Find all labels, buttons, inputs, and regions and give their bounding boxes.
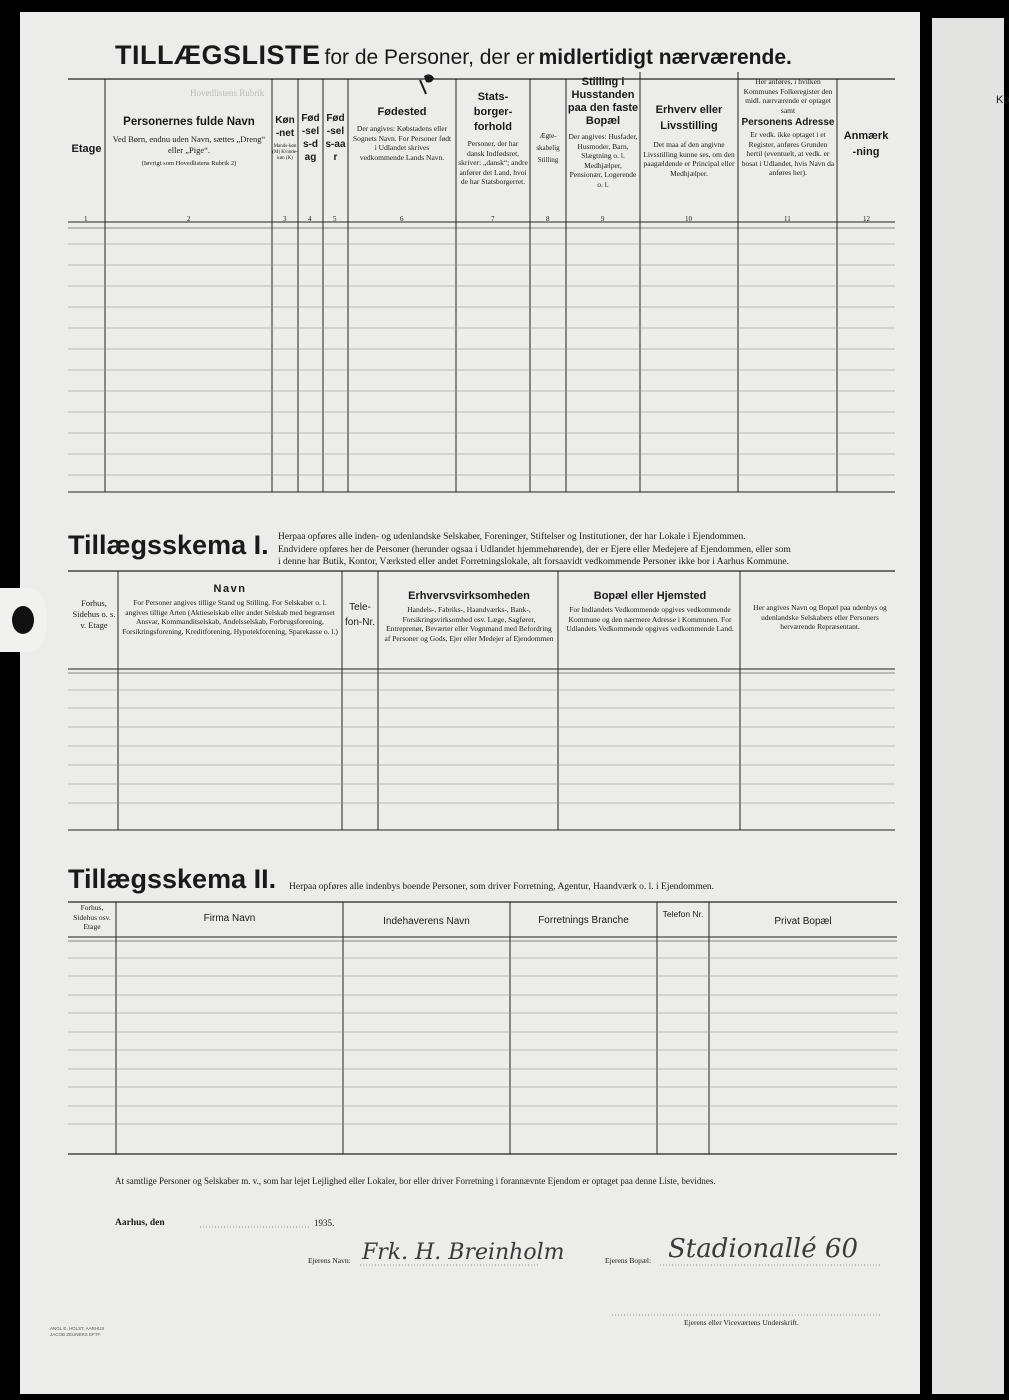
col-adresse-pre: Her anføres, i hvilken Kommunes Folkeregister den midl. nærværende er optaget samt [743, 77, 833, 115]
col-stilling-title: Stilling i Husstanden paa den faste Bopæl [567, 76, 639, 127]
skema1-col-navn-desc: For Personer angives tillige Stand og Stilling. For Selskaber o. l. angives tillige Arten (Aktieselskab eller andet Selskab med begrænset Ansvar, Kommanditselskab, Andelsselskab, Forbrugsforening, Forsikringsforening, Kreditforening, Hypotekforening, Sparekasse o. l.) [122, 598, 338, 636]
col-statsborger-title: Stats-borger-forhold [473, 91, 513, 133]
owner-name-value[interactable]: Frk. H. Breinholm [362, 1240, 565, 1265]
col-navn-desc: Ved Børn, endnu uden Navn, sættes „Dreng“ eller „Pige“. [112, 134, 266, 155]
skema1-col-erhverv-title: Erhvervsvirksomheden [408, 590, 530, 602]
skema1-col-erhverv [384, 590, 554, 643]
col-erhverv-header [642, 102, 736, 178]
col-stilling-desc: Der angives: Husfader, Husmoder, Barn, Slægtning o. l. Medhjælper, Pensionær, Logerende o. l. [568, 132, 638, 189]
col-adresse-header [740, 77, 836, 178]
skema1-intro [278, 531, 898, 569]
col-num-4: 4 [308, 215, 312, 223]
skema1-title: Tillægsskema I. [68, 530, 269, 560]
printer-line-2: JACOB ZEUNERS EFTF. [50, 1331, 102, 1337]
col-anmaerkning-header [840, 128, 892, 160]
skema1-col-telefon: Tele-fon-Nr. [344, 602, 375, 628]
skema1-intro-line1: Herpaa opføres alle inden- og udenlandske Selskaber, Foreninger, Stiftelser og Institutioner, der har Lokale i Ejendommen. [278, 532, 746, 542]
col-foedselsaar-header [323, 112, 348, 164]
skema1-col-repraesentant: Her angives Navn og Bopæl paa udenbys og udenlandske Selskabers eller Personers herværende Repræsentant. [753, 603, 887, 631]
owner-name-label: Ejerens Navn: [308, 1256, 351, 1265]
col-koen-title: Køn-net [275, 115, 295, 139]
col-foedested-header [352, 106, 452, 162]
skema1-col-etage: Forhus, Sidehus o. s. v. Etage [72, 598, 116, 630]
owner-address-label: Ejerens Bopæl: [605, 1256, 652, 1265]
col-foedested-desc: Der angives: Købstadens eller Sognets Navn. For Personer født i Udlandet skrives vedkommende Lands Navn. [352, 124, 452, 162]
col-foedselsaar-title: Fød-sels-aar [325, 113, 346, 163]
col-navn-header [108, 116, 270, 168]
col-erhverv-title: Erhverv eller Livsstilling [655, 104, 723, 132]
col-num-12: 12 [863, 215, 870, 223]
col-adresse-desc: Er vedk. ikke optaget i et Register, anføres Grunden hertil (eventuelt, at vedk. er bosat i Udlandet, hvis Navn da anføres her). [741, 130, 835, 177]
skema1-col-navn-title: Navn [213, 583, 247, 595]
skema2-col-etage: Forhus, Sidehus osv. Etage [73, 903, 111, 931]
col-num-7: 7 [491, 215, 495, 223]
adjacent-page-text: Ko [996, 94, 1009, 106]
col-navn-title: Personernes fulde Navn [123, 116, 255, 128]
skema1-col-bopael [564, 590, 736, 634]
col-erhverv-desc: Det maa af den angivne Livsstilling kunne ses, om den paagældende er Principal eller Medhjælper. [643, 140, 735, 178]
col-foedselsdag-title: Fød-sels-dag [301, 113, 320, 163]
footer-year: 1935. [314, 1218, 335, 1228]
title-rest: for de Personer, der er [324, 46, 535, 69]
skema2-title: Tillægsskema II. [68, 864, 277, 894]
skema1-col-erhverv-desc: Handels-, Fabriks-, Haandværks-, Bank-, Forsikringsvirksomhed osv. Læge, Sagfører, Entreprenør, Beværter eller Vognmand med Befordring af Personer og Gods, Ejer eller Medejer af Ejendommen [384, 605, 554, 643]
ink-blot [424, 74, 434, 82]
skema1-col-bopael-desc: For Indlandets Vedkommende opgives vedkommende Kommune og den nærmere Adresse i Kommunen. For Udlandets Vedkommende opgives vedkommende Land. [566, 605, 734, 633]
ink-stroke [420, 80, 426, 94]
col-num-11: 11 [784, 215, 791, 223]
col-aegteskab-header [531, 130, 565, 166]
col-num-2: 2 [187, 215, 191, 223]
signature-label: Ejerens eller Viceværtens Underskrift. [684, 1318, 799, 1327]
col-num-9: 9 [601, 215, 605, 223]
printer-mark [50, 1326, 104, 1337]
col-stilling-header [567, 76, 639, 189]
col-aegteskab-title: Ægte-skabelig Stilling [536, 132, 560, 164]
title-bold: TILLÆGSLISTE [115, 40, 321, 70]
col-num-8: 8 [546, 215, 550, 223]
title-rest-bold: midlertidigt nærværende. [538, 46, 792, 69]
col-statsborger-desc: Personer, der har dansk Indfødsret, skriver: „dansk“; andre anfører det Land, hvoi de har Statsborgerret. [458, 139, 528, 186]
faint-stamp: Hovedlistens Rubrik [190, 88, 265, 98]
skema1-col-navn [122, 583, 338, 636]
col-anmaerkning-title: Anmærk-ning [843, 130, 889, 158]
col-foedselsdag-header [298, 112, 323, 164]
col-navn-note: (Iøvrigt som Hovedlistens Rubrik 2) [141, 160, 237, 167]
col-num-10: 10 [685, 215, 692, 223]
col-koen-header [272, 114, 298, 162]
skema1-intro-line3: i denne har Butik, Kontor, Værksted eller andet Forretningslokale, alt forsaavidt vedkommende Personer ikke bor i Aarhus Kommune. [278, 557, 790, 567]
footer-place: Aarhus, den [115, 1218, 165, 1228]
col-num-1: 1 [84, 215, 88, 223]
skema2-col-indehaver: Indehaverens Navn [383, 916, 470, 927]
col-adresse-title: Personens Adresse [741, 117, 835, 128]
skema2-col-bopael: Privat Bopæl [774, 916, 832, 927]
col-statsborger-header [458, 90, 528, 187]
skema2-col-telefon: Telefon Nr. [662, 909, 704, 919]
col-num-6: 6 [400, 215, 404, 223]
col-num-3: 3 [283, 215, 287, 223]
owner-address-value[interactable]: Stadionallé 60 [668, 1234, 858, 1264]
skema2-col-branche: Forretnings Branche [538, 915, 629, 926]
col-koen-desc: Mands-køn (M) Kvinde-køn (K) [272, 144, 298, 161]
skema2-col-firma: Firma Navn [203, 913, 256, 924]
printer-line-1: ANGL E. HOLST, AARHUS [50, 1326, 105, 1331]
col-etage-header: Etage [71, 143, 102, 155]
col-foedested-title: Fødested [377, 106, 427, 118]
skema1-col-bopael-title: Bopæl eller Hjemsted [593, 590, 707, 602]
col-num-5: 5 [333, 215, 337, 223]
skema2-intro: Herpaa opføres alle indenbys boende Personer, som driver Forretning, Agentur, Haandværk o. l. i Ejendommen. [289, 882, 715, 892]
skema1-intro-line2: Endvidere opføres her de Personer (herunder ogsaa i Udlandet hjemmehørende), der er Ejere eller Medejere af Ejendommen, eller som [278, 544, 791, 555]
footer-statement: At samtlige Personer og Selskaber m. v., som har lejet Lejlighed eller Lokaler, bor eller driver Forretning i forannævnte Ejendom er optaget paa denne Liste, bevidnes. [115, 1176, 716, 1186]
